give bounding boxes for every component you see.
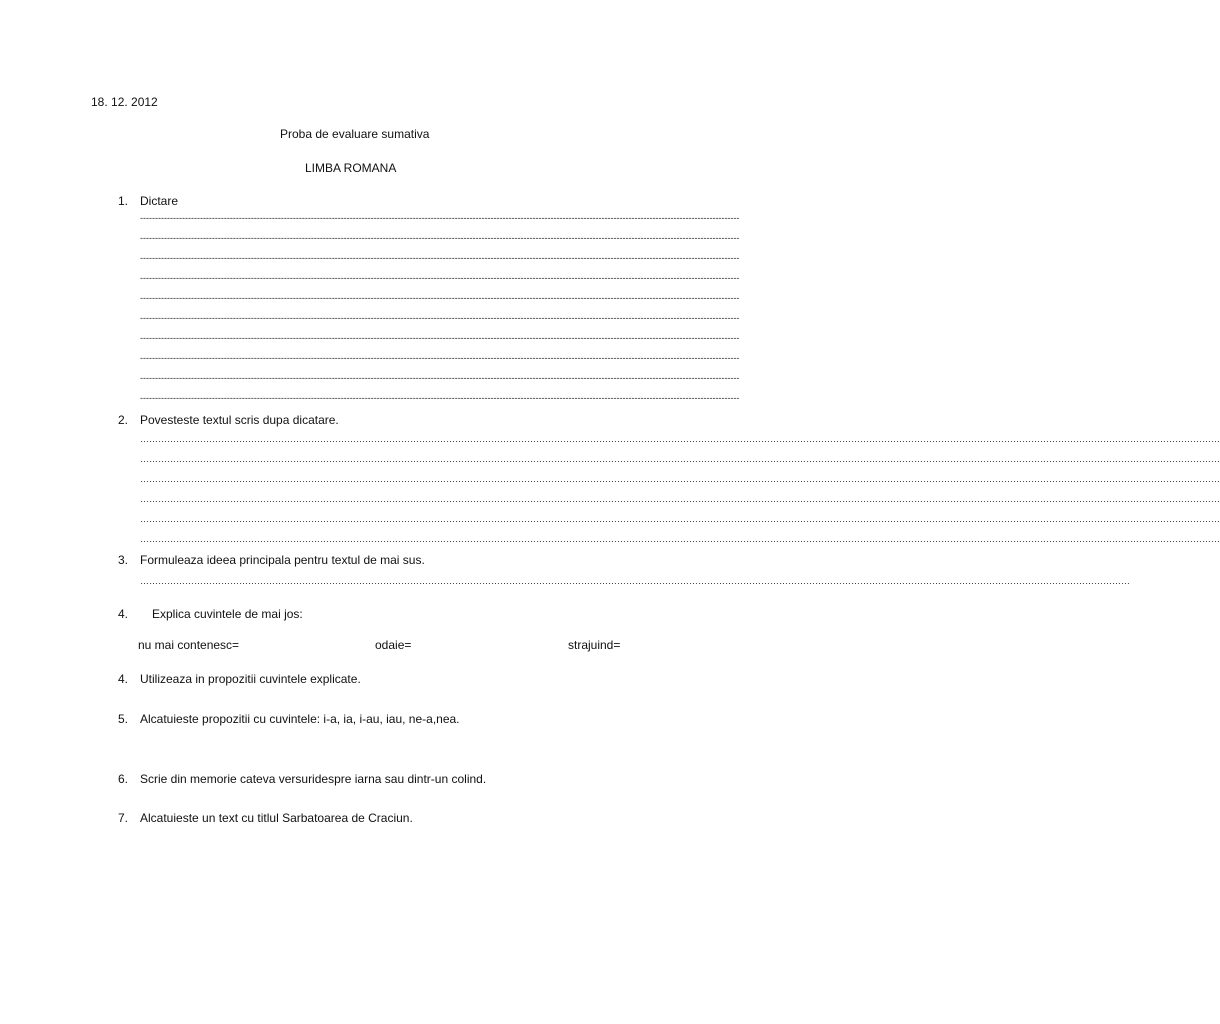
dotted-writing-line: ………………………………………………………………………………………………………………………………………………………………………………………………………………………………………………………………………………………………………………………………: [140, 514, 1220, 524]
subject-title: LIMBA ROMANA: [305, 161, 397, 175]
item-1-number: 1.: [118, 194, 129, 208]
dotted-writing-line: ………………………………………………………………………………………………………………………………………………………………………………………………………………………………………………………………………………………………………………………………: [140, 454, 1220, 464]
item-2-text: Povesteste textul scris dupa dicatare.: [140, 413, 339, 427]
item-4-text: Explica cuvintele de mai jos:: [152, 607, 303, 621]
dotted-writing-line: ………………………………………………………………………………………………………………………………………………………………………………………………………………………………………………………………………………………………………………………………: [140, 474, 1220, 484]
item-5-text: Utilizeaza in propozitii cuvintele explicate.: [140, 672, 361, 686]
item-1-text: Dictare: [140, 194, 179, 208]
word-3: strajuind=: [568, 638, 621, 652]
item-2-number: 2.: [118, 413, 129, 427]
date: 18. 12. 2012: [91, 95, 158, 109]
dashed-writing-line: --------------------------------------------------------------------------------------------------------------------------------------------------------------------------------------------------------: [140, 233, 740, 243]
dashed-writing-line: --------------------------------------------------------------------------------------------------------------------------------------------------------------------------------------------------------: [140, 333, 740, 343]
item-7-text: Scrie din memorie cateva versuridespre iarna sau dintr-un colind.: [140, 772, 487, 786]
item-6-number: 5.: [118, 712, 129, 726]
dashed-writing-line: --------------------------------------------------------------------------------------------------------------------------------------------------------------------------------------------------------: [140, 353, 740, 363]
answer-line: ……………………………………………………………………………………………………………………………………………………………………………………………………………………………………………………………………………………………………: [140, 576, 1130, 586]
dotted-writing-line: ………………………………………………………………………………………………………………………………………………………………………………………………………………………………………………………………………………………………………………………………: [140, 434, 1220, 444]
dashed-writing-line: --------------------------------------------------------------------------------------------------------------------------------------------------------------------------------------------------------: [140, 373, 740, 383]
dotted-writing-line: ………………………………………………………………………………………………………………………………………………………………………………………………………………………………………………………………………………………………………………………………: [140, 534, 1220, 544]
item-3-number: 3.: [118, 553, 129, 567]
dashed-writing-line: --------------------------------------------------------------------------------------------------------------------------------------------------------------------------------------------------------: [140, 393, 740, 403]
item-7-number: 6.: [118, 772, 129, 786]
item-8-text: Alcatuieste un text cu titlul Sarbatoarea de Craciun.: [140, 811, 413, 825]
dashed-writing-line: --------------------------------------------------------------------------------------------------------------------------------------------------------------------------------------------------------: [140, 213, 740, 223]
dashed-writing-line: --------------------------------------------------------------------------------------------------------------------------------------------------------------------------------------------------------: [140, 313, 740, 323]
word-1: nu mai contenesc=: [138, 638, 240, 652]
page-title: Proba de evaluare sumativa: [280, 127, 430, 141]
item-3-text: Formuleaza ideea principala pentru textul de mai sus.: [140, 553, 425, 567]
dashed-writing-line: --------------------------------------------------------------------------------------------------------------------------------------------------------------------------------------------------------: [140, 273, 740, 283]
word-2: odaie=: [375, 638, 412, 652]
dotted-writing-line: ………………………………………………………………………………………………………………………………………………………………………………………………………………………………………………………………………………………………………………………………: [140, 494, 1220, 504]
item-4-number: 4.: [118, 607, 129, 621]
dashed-writing-line: --------------------------------------------------------------------------------------------------------------------------------------------------------------------------------------------------------: [140, 253, 740, 263]
dashed-writing-line: --------------------------------------------------------------------------------------------------------------------------------------------------------------------------------------------------------: [140, 293, 740, 303]
item-6-text: Alcatuieste propozitii cu cuvintele: i-a, ia, i-au, iau, ne-a,nea.: [140, 712, 460, 726]
item-8-number: 7.: [118, 811, 129, 825]
item-5-number: 4.: [118, 672, 129, 686]
